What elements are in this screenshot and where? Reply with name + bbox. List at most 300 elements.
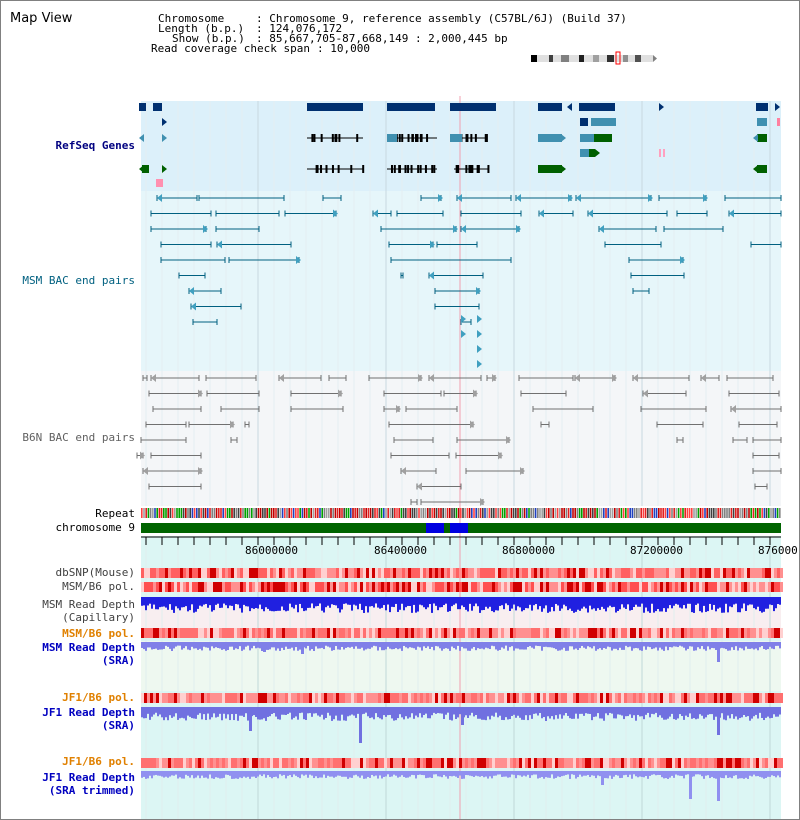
depth-bar <box>695 771 697 774</box>
pol-cell <box>546 568 549 578</box>
depth-bar <box>727 707 729 716</box>
pol-cell <box>663 758 666 768</box>
repeat-element <box>154 508 156 518</box>
pol-cell <box>237 628 240 638</box>
pol-cell <box>141 693 144 703</box>
depth-bar <box>663 707 665 720</box>
pol-cell <box>555 693 558 703</box>
pol-cell <box>276 568 279 578</box>
pol-cell <box>279 628 282 638</box>
depth-bar <box>281 707 283 715</box>
pol-cell <box>510 628 513 638</box>
depth-bar <box>163 642 165 649</box>
repeat-element <box>484 508 486 518</box>
gene-exon <box>469 165 471 173</box>
pol-cell <box>372 693 375 703</box>
pol-cell <box>315 693 318 703</box>
pol-cell <box>447 582 450 592</box>
pol-cell <box>516 568 519 578</box>
pol-cell <box>723 568 726 578</box>
depth-bar <box>539 771 541 778</box>
depth-bar <box>615 707 617 718</box>
pol-cell <box>498 628 501 638</box>
pol-cell <box>387 628 390 638</box>
depth-bar <box>417 642 419 647</box>
depth-bar <box>377 771 379 779</box>
depth-bar <box>235 707 237 714</box>
pol-cell <box>534 758 537 768</box>
depth-bar <box>631 597 633 610</box>
pol-cell <box>141 568 144 578</box>
repeat-element <box>755 508 757 518</box>
pol-cell <box>540 628 543 638</box>
depth-bar <box>413 597 415 605</box>
pol-cell <box>396 568 399 578</box>
repeat-element <box>643 508 645 518</box>
depth-bar <box>423 771 425 775</box>
repeat-element <box>306 508 308 518</box>
pol-cell <box>213 582 216 592</box>
depth-bar <box>677 771 679 775</box>
pol-cell <box>738 758 741 768</box>
depth-bar <box>515 707 517 718</box>
depth-bar <box>619 771 621 778</box>
pol-cell <box>420 582 423 592</box>
depth-bar <box>635 597 637 605</box>
depth-bar <box>605 707 607 713</box>
pol-cell <box>471 758 474 768</box>
depth-bar <box>535 642 537 646</box>
gene-exon <box>470 134 472 142</box>
depth-bar <box>745 771 747 778</box>
depth-bar <box>265 771 267 778</box>
pol-cell <box>471 693 474 703</box>
pol-cell <box>270 693 273 703</box>
depth-bar <box>211 597 213 612</box>
depth-bar <box>177 771 179 779</box>
pol-cell <box>261 693 264 703</box>
depth-bar <box>257 707 259 719</box>
pol-cell <box>417 628 420 638</box>
depth-bar <box>779 707 781 714</box>
pol-cell <box>288 693 291 703</box>
pol-cell <box>174 628 177 638</box>
gene-exon <box>411 165 413 173</box>
pol-cell <box>444 758 447 768</box>
ideogram-band <box>549 55 553 62</box>
pol-cell <box>339 628 342 638</box>
pol-cell <box>774 582 777 592</box>
repeat-element <box>671 508 673 518</box>
pol-cell <box>321 582 324 592</box>
pol-cell <box>189 758 192 768</box>
pol-cell <box>399 693 402 703</box>
repeat-element <box>561 508 563 518</box>
depth-bar <box>679 597 681 608</box>
depth-bar <box>325 642 327 646</box>
pol-cell <box>681 693 684 703</box>
pol-cell <box>174 568 177 578</box>
repeat-element <box>623 508 625 518</box>
depth-bar <box>431 642 433 647</box>
depth-spike <box>263 642 266 652</box>
depth-bar <box>617 597 619 611</box>
pol-cell <box>360 693 363 703</box>
depth-bar <box>343 707 345 720</box>
pol-cell <box>381 758 384 768</box>
pol-cell <box>687 758 690 768</box>
depth-bar <box>541 642 543 651</box>
depth-bar <box>749 707 751 721</box>
depth-bar <box>779 642 781 648</box>
pol-cell <box>618 758 621 768</box>
depth-bar <box>175 597 177 606</box>
depth-bar <box>215 597 217 605</box>
pol-cell <box>534 582 537 592</box>
pol-cell <box>606 758 609 768</box>
depth-bar <box>453 597 455 605</box>
pol-cell <box>690 758 693 768</box>
depth-bar <box>481 597 483 610</box>
depth-bar <box>413 642 415 648</box>
depth-bar <box>383 771 385 777</box>
repeat-element <box>291 508 293 518</box>
depth-bar <box>271 771 273 778</box>
repeat-element <box>449 508 451 518</box>
pol-cell <box>669 582 672 592</box>
pol-cell <box>393 628 396 638</box>
pol-cell <box>738 693 741 703</box>
msm-b6-pol-sra-label: MSM/B6 pol. <box>62 627 135 640</box>
depth-bar <box>281 771 283 776</box>
pol-cell <box>171 693 174 703</box>
depth-bar <box>203 597 205 605</box>
pol-cell <box>270 628 273 638</box>
depth-bar <box>651 642 653 649</box>
depth-bar <box>669 771 671 778</box>
depth-bar <box>293 642 295 651</box>
depth-bar <box>625 597 627 609</box>
repeat-element <box>335 508 337 518</box>
pol-cell <box>210 758 213 768</box>
depth-bar <box>777 597 779 604</box>
depth-bar <box>767 771 769 777</box>
depth-bar <box>539 597 541 606</box>
pol-cell <box>516 693 519 703</box>
pol-cell <box>264 628 267 638</box>
depth-bar <box>435 597 437 606</box>
pol-cell <box>492 628 495 638</box>
depth-bar <box>505 707 507 717</box>
pol-cell <box>384 628 387 638</box>
depth-bar <box>335 642 337 646</box>
depth-bar <box>217 642 219 648</box>
pol-cell <box>228 693 231 703</box>
pol-cell <box>492 693 495 703</box>
depth-bar <box>245 597 247 606</box>
pol-cell <box>408 568 411 578</box>
depth-bar <box>329 771 331 777</box>
pol-cell <box>546 582 549 592</box>
depth-bar <box>711 642 713 648</box>
depth-bar <box>599 771 601 776</box>
depth-bar <box>423 597 425 607</box>
depth-bar <box>471 597 473 611</box>
depth-bar <box>265 707 267 721</box>
depth-bar <box>477 707 479 719</box>
depth-bar <box>529 642 531 646</box>
repeat-element <box>486 508 488 518</box>
depth-bar <box>257 642 259 648</box>
depth-bar <box>715 642 717 650</box>
depth-bar <box>165 642 167 646</box>
gene-feature <box>153 103 162 111</box>
pol-cell <box>543 758 546 768</box>
depth-bar <box>439 707 441 713</box>
msm-bac-label[interactable]: MSM BAC end pairs <box>22 274 135 287</box>
repeat-element <box>777 508 779 518</box>
depth-bar <box>465 707 467 715</box>
depth-bar <box>175 707 177 713</box>
depth-bar <box>467 597 469 611</box>
pol-cell <box>150 628 153 638</box>
pol-cell <box>732 693 735 703</box>
pol-cell <box>294 628 297 638</box>
depth-bar <box>559 771 561 777</box>
depth-bar <box>761 771 763 778</box>
depth-bar <box>205 707 207 720</box>
depth-bar <box>397 707 399 718</box>
pol-cell <box>468 758 471 768</box>
depth-bar <box>405 597 407 607</box>
depth-bar <box>163 707 165 720</box>
pol-cell <box>408 628 411 638</box>
pol-cell <box>780 758 783 768</box>
depth-bar <box>211 642 213 646</box>
pol-cell <box>402 758 405 768</box>
gene-exon <box>338 165 340 173</box>
depth-bar <box>553 707 555 719</box>
repeat-element <box>396 508 398 518</box>
depth-bar <box>493 597 495 612</box>
depth-bar <box>261 597 263 609</box>
repeat-element <box>508 508 510 518</box>
depth-bar <box>171 597 173 610</box>
pol-cell <box>162 568 165 578</box>
depth-bar <box>313 771 315 778</box>
depth-bar <box>155 597 157 609</box>
pol-cell <box>147 758 150 768</box>
depth-bar <box>587 642 589 646</box>
pol-cell <box>252 693 255 703</box>
pol-cell <box>450 758 453 768</box>
depth-bar <box>471 642 473 649</box>
depth-bar <box>143 642 145 649</box>
pol-cell <box>351 582 354 592</box>
pol-cell <box>414 582 417 592</box>
depth-bar <box>217 707 219 717</box>
depth-bar <box>355 642 357 646</box>
depth-bar <box>303 771 305 776</box>
repeat-element <box>744 508 746 518</box>
depth-bar <box>237 707 239 721</box>
depth-bar <box>299 642 301 650</box>
depth-bar <box>729 707 731 718</box>
repeat-element <box>634 508 636 518</box>
depth-bar <box>157 642 159 650</box>
pol-cell <box>507 582 510 592</box>
pol-cell <box>252 758 255 768</box>
depth-bar <box>623 771 625 775</box>
pol-cell <box>630 693 633 703</box>
depth-bar <box>523 771 525 776</box>
depth-bar <box>595 597 597 611</box>
depth-bar <box>699 707 701 714</box>
pol-cell <box>756 628 759 638</box>
gene-exon <box>407 165 409 173</box>
depth-bar <box>281 597 283 606</box>
depth-bar <box>467 707 469 718</box>
repeat-element <box>447 508 449 518</box>
depth-bar <box>361 771 363 776</box>
depth-bar <box>611 597 613 607</box>
depth-bar <box>397 597 399 612</box>
depth-bar <box>279 707 281 720</box>
pol-cell <box>735 568 738 578</box>
pol-cell <box>591 582 594 592</box>
pol-cell <box>753 758 756 768</box>
depth-bar <box>389 597 391 612</box>
depth-bar <box>563 597 565 605</box>
pol-cell <box>219 582 222 592</box>
depth-bar <box>277 771 279 778</box>
depth-bar <box>609 597 611 606</box>
depth-bar <box>607 642 609 647</box>
gene-exon <box>421 134 423 142</box>
pol-cell <box>363 693 366 703</box>
pol-cell <box>225 758 228 768</box>
depth-bar <box>521 707 523 720</box>
depth-bar <box>481 707 483 720</box>
depth-bar <box>755 597 757 609</box>
depth-bar <box>469 642 471 651</box>
repeat-element <box>321 508 323 518</box>
depth-bar <box>617 771 619 776</box>
jf1-depth-sra-label-2: (SRA) <box>101 719 135 732</box>
depth-bar <box>659 597 661 611</box>
pol-cell <box>711 693 714 703</box>
pol-cell <box>459 568 462 578</box>
depth-bar <box>235 771 237 778</box>
repeat-element <box>352 508 354 518</box>
pol-cell <box>675 568 678 578</box>
repeat-element <box>429 508 431 518</box>
depth-bar <box>707 707 709 715</box>
pol-cell <box>444 568 447 578</box>
depth-bar <box>287 597 289 611</box>
depth-bar <box>503 707 505 720</box>
repeat-element <box>702 508 704 518</box>
pol-cell <box>363 582 366 592</box>
depth-bar <box>395 597 397 604</box>
depth-bar <box>459 597 461 609</box>
repeat-element <box>735 508 737 518</box>
depth-bar <box>243 642 245 650</box>
depth-bar <box>747 707 749 716</box>
depth-bar <box>661 771 663 777</box>
pol-cell <box>363 628 366 638</box>
pol-cell <box>591 628 594 638</box>
pol-cell <box>492 568 495 578</box>
pol-cell <box>603 568 606 578</box>
gene-feature <box>757 118 767 126</box>
b6n-bac-label[interactable]: B6N BAC end pairs <box>22 431 135 444</box>
pol-cell <box>693 693 696 703</box>
pol-cell <box>567 693 570 703</box>
depth-bar <box>569 597 571 609</box>
pol-cell <box>723 693 726 703</box>
pol-cell <box>297 693 300 703</box>
pol-cell <box>654 693 657 703</box>
depth-bar <box>661 597 663 611</box>
pol-cell <box>468 693 471 703</box>
pol-cell <box>681 568 684 578</box>
depth-bar <box>249 642 251 650</box>
refseq-genes-label[interactable]: RefSeq Genes <box>55 139 135 152</box>
depth-bar <box>285 597 287 611</box>
depth-bar <box>643 771 645 777</box>
depth-bar <box>597 771 599 775</box>
pol-cell <box>480 758 483 768</box>
pol-cell <box>618 582 621 592</box>
depth-bar <box>273 707 275 713</box>
repeat-element <box>277 508 279 518</box>
depth-bar <box>447 597 449 612</box>
pol-cell <box>471 582 474 592</box>
pol-cell <box>567 582 570 592</box>
pol-cell <box>360 568 363 578</box>
depth-bar <box>553 642 555 648</box>
depth-bar <box>755 771 757 776</box>
pol-cell <box>609 568 612 578</box>
depth-bar <box>211 771 213 778</box>
depth-bar <box>213 597 215 610</box>
depth-bar <box>309 771 311 775</box>
pol-cell <box>207 758 210 768</box>
pol-cell <box>240 628 243 638</box>
pol-cell <box>645 628 648 638</box>
pol-cell <box>528 758 531 768</box>
depth-spike <box>601 771 604 785</box>
pol-cell <box>201 568 204 578</box>
depth-bar <box>299 771 301 778</box>
pol-cell <box>714 582 717 592</box>
repeat-element <box>398 508 400 518</box>
pol-cell <box>297 758 300 768</box>
depth-bar <box>455 771 457 777</box>
depth-bar <box>637 771 639 777</box>
pol-cell <box>435 628 438 638</box>
pol-cell <box>324 582 327 592</box>
depth-bar <box>673 771 675 778</box>
repeat-element <box>506 508 508 518</box>
depth-bar <box>581 771 583 777</box>
pol-cell <box>618 693 621 703</box>
pol-cell <box>348 568 351 578</box>
pol-cell <box>411 693 414 703</box>
depth-bar <box>411 771 413 775</box>
pol-cell <box>492 758 495 768</box>
